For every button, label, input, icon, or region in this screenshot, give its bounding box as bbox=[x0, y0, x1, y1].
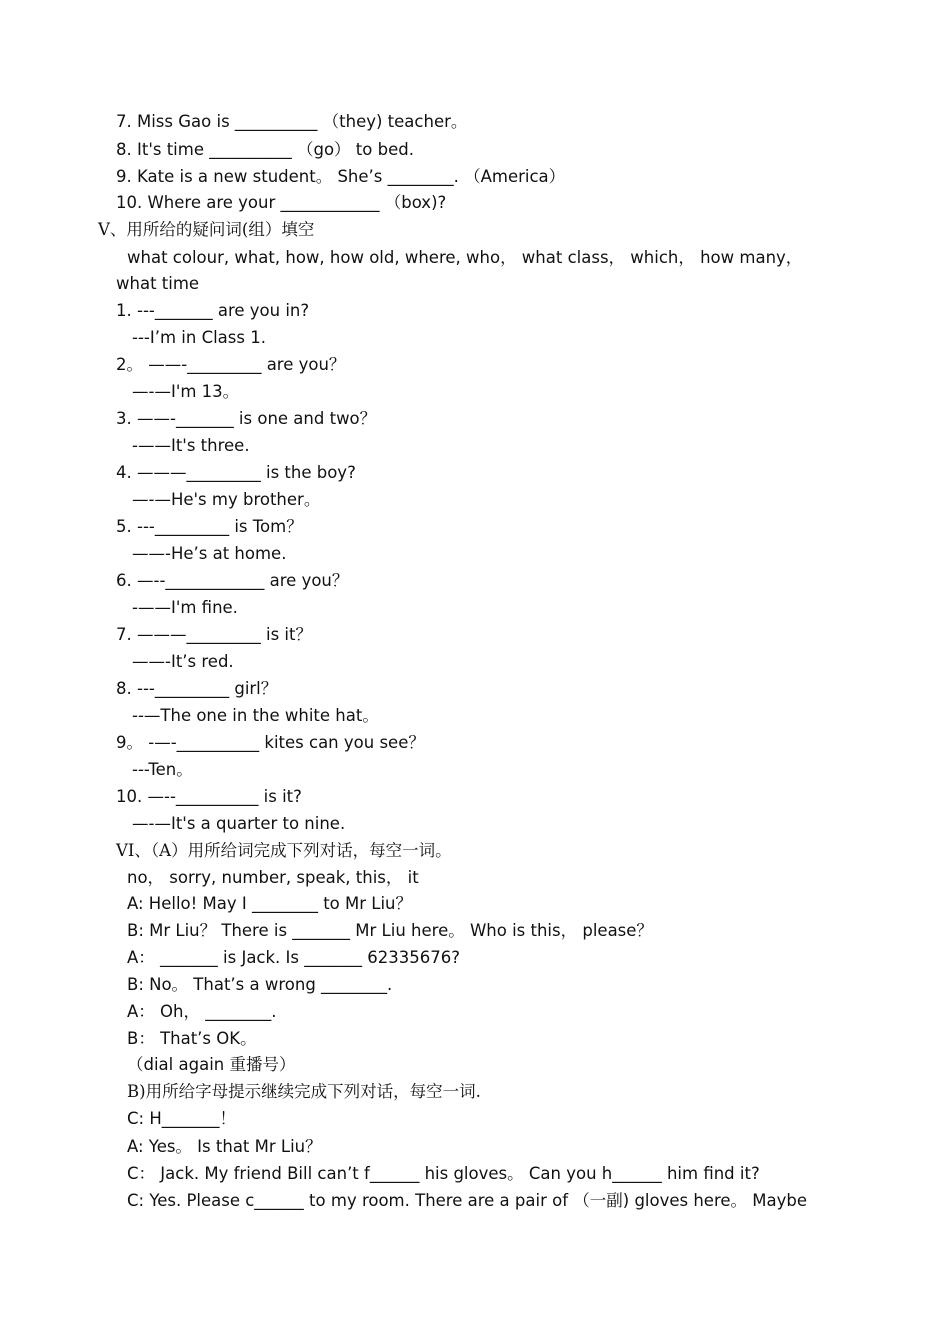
answer-line: —-—I'm 13。 bbox=[132, 382, 240, 401]
exercise-line: 8. It's time __________ （go） to bed. bbox=[116, 140, 414, 159]
question-line: 4. ———_________ is the boy? bbox=[116, 463, 356, 482]
answer-line: -——It's three. bbox=[132, 436, 250, 455]
answer-line: —-—It's a quarter to nine. bbox=[132, 814, 346, 833]
exercise-line: 9. Kate is a new student。 She’s ________. （America） bbox=[116, 167, 566, 186]
dialogue-line: B： That’s OK。 bbox=[127, 1029, 257, 1048]
exercise-line: 10. Where are your ____________ （box)? bbox=[116, 193, 447, 212]
dialogue-line: A： _______ is Jack. Is _______ 62335676? bbox=[127, 948, 460, 967]
question-line: 3. ——-_______ is one and two？ bbox=[116, 409, 377, 428]
answer-line: --—The one in the white hat。 bbox=[132, 706, 379, 725]
answer-line: ---Ten。 bbox=[132, 760, 193, 779]
dialogue-line: C: Yes. Please c______ to my room. There are a pair of （一副) gloves here。 Maybe bbox=[127, 1191, 808, 1210]
dialogue-note: （dial again 重播号） bbox=[127, 1055, 296, 1074]
question-line: 8. ---_________ girl？ bbox=[116, 679, 278, 698]
exercise-line: 7. Miss Gao is __________ （they) teacher。 bbox=[116, 112, 468, 131]
dialogue-line: B: Mr Liu？ There is _______ Mr Liu here。 Who is this， please？ bbox=[127, 921, 653, 940]
question-line: 5. ---_________ is Tom？ bbox=[116, 517, 303, 536]
word-bank: what time bbox=[116, 274, 200, 293]
dialogue-line: A: Yes。 Is that Mr Liu？ bbox=[127, 1137, 322, 1156]
answer-line: -——I'm fine. bbox=[132, 598, 238, 617]
dialogue-line: C: H_______！ bbox=[127, 1109, 236, 1128]
answer-line: ——-It’s red. bbox=[132, 652, 234, 671]
question-line: 9。 -—-__________ kites can you see？ bbox=[116, 733, 425, 752]
dialogue-line: A: Hello! May I ________ to Mr Liu？ bbox=[127, 894, 413, 913]
question-line: 10. —--__________ is it? bbox=[116, 787, 302, 806]
section-heading: VI、（A）用所给词完成下列对话，每空一词。 bbox=[116, 841, 452, 860]
answer-line: —-—He's my brother。 bbox=[132, 490, 321, 509]
dialogue-line: C： Jack. My friend Bill can’t f______ his gloves。 Can you h______ him find it? bbox=[127, 1164, 760, 1183]
answer-line: ---I’m in Class 1. bbox=[132, 328, 266, 347]
question-line: 7. ———_________ is it？ bbox=[116, 625, 312, 644]
word-bank: no， sorry, number, speak, this， it bbox=[127, 868, 419, 887]
part-heading: B)用所给字母提示继续完成下列对话，每空一词. bbox=[127, 1082, 481, 1101]
word-bank: what colour, what, how, how old, where, who， what class， which， how many， bbox=[127, 248, 803, 267]
question-line: 6. —--____________ are you？ bbox=[116, 571, 349, 590]
dialogue-line: A： Oh， ________. bbox=[127, 1002, 277, 1021]
question-line: 1. ---_______ are you in? bbox=[116, 301, 310, 320]
dialogue-line: B: No。 That’s a wrong ________. bbox=[127, 975, 393, 994]
answer-line: ——-He’s at home. bbox=[132, 544, 287, 563]
question-line: 2。 ——-_________ are you？ bbox=[116, 355, 346, 374]
section-heading: V、用所给的疑问词(组）填空 bbox=[98, 220, 315, 239]
